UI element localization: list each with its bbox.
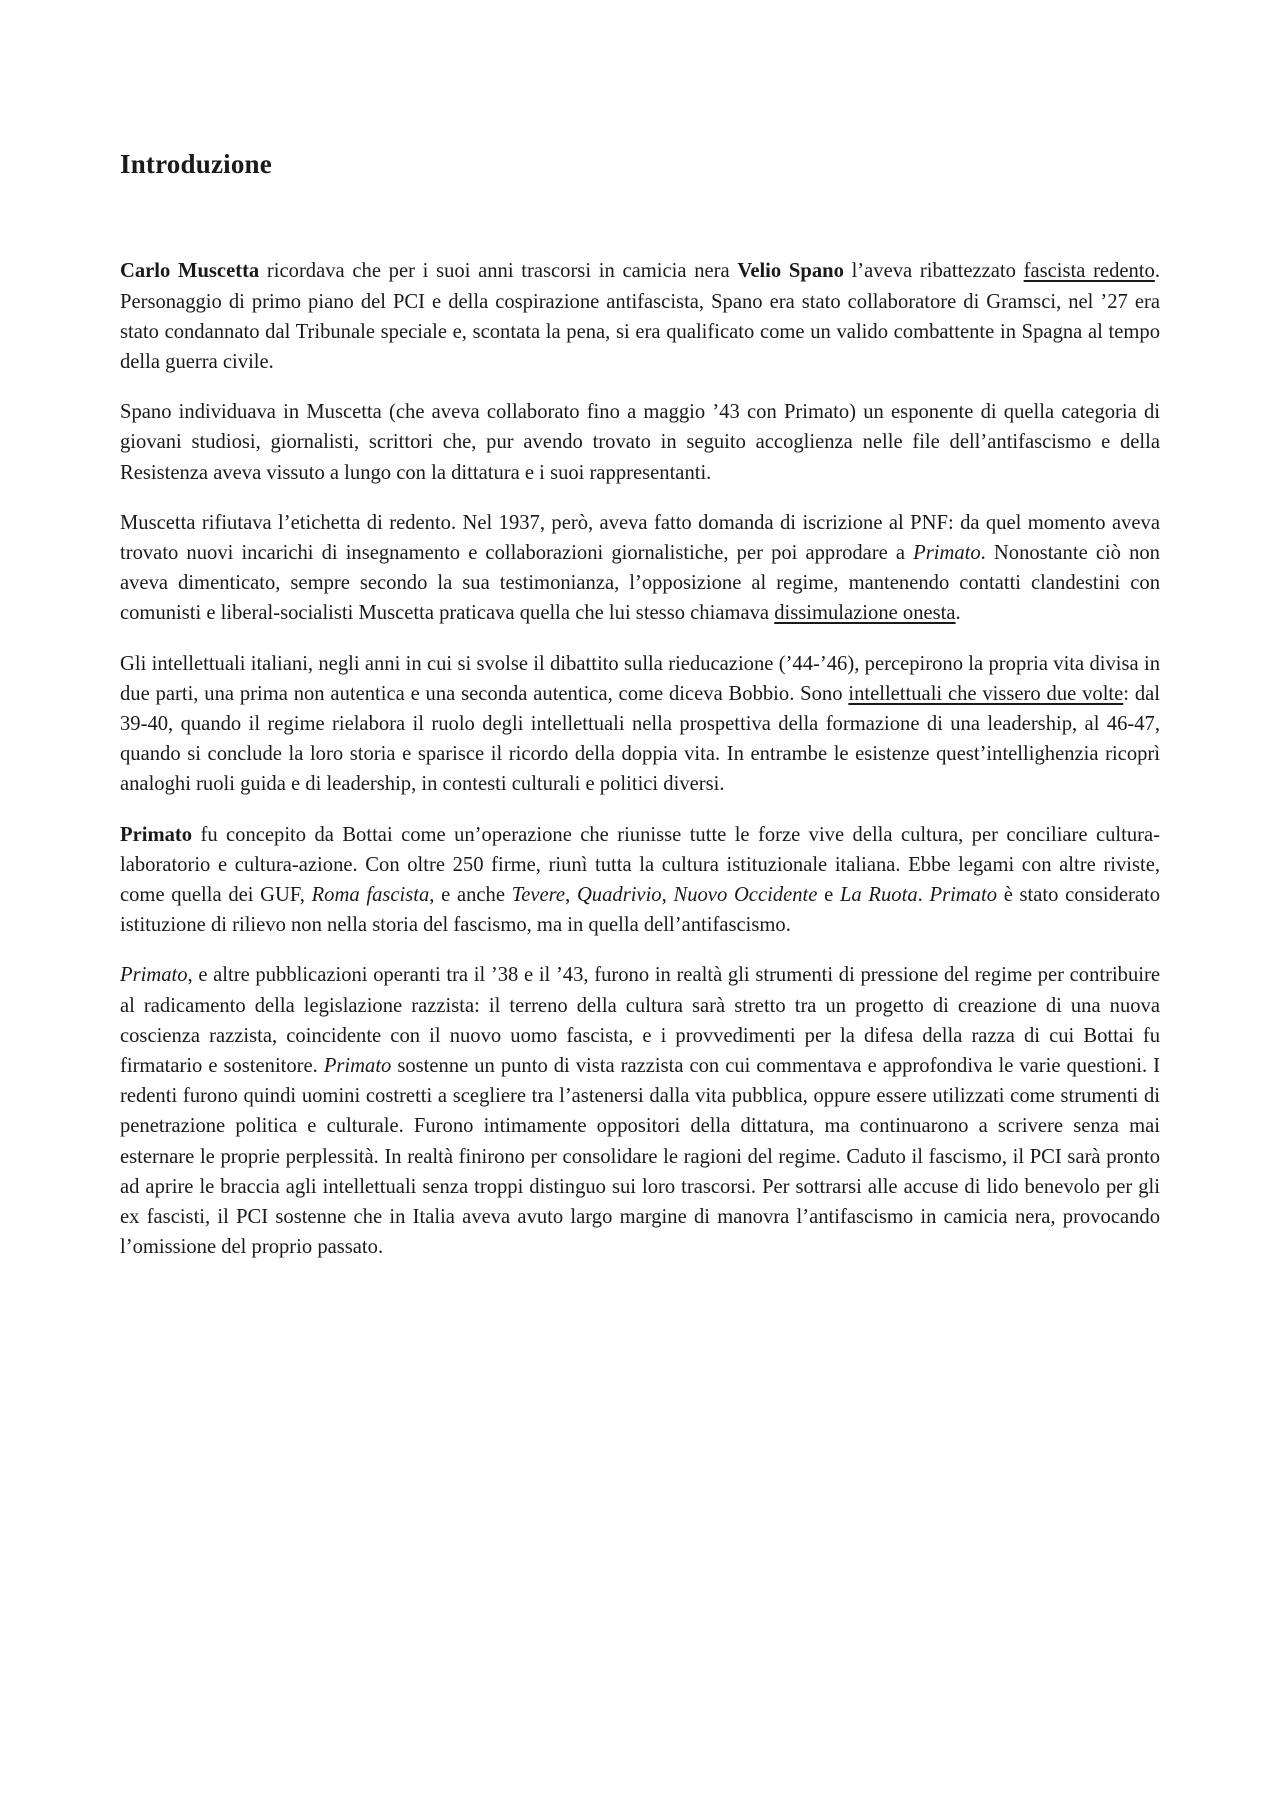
text-run: sostenne un punto di vista razzista con cui commentava e approfondiva le varie questioni. I redenti furono quindi uomini costretti a scegliere tra l’astenersi dalla vita pubblica, oppure essere utilizzati come strumenti di penetrazione politica e culturale. Furono intimamente oppositori della dittatura, ma continuarono a scrivere senza mai esternare le proprie perplessità. In realtà finirono per consolidare le ragioni del regime. Caduto il fascismo, il PCI sarà pronto ad aprire le braccia agli intellettuali senza troppi distinguo sui loro trascorsi. Per sottrarsi alle accuse di lido benevolo per gli ex fascisti, il PCI sostenne che in Italia aveva avuto largo margine di manovra l’antifascismo in camicia nera, provocando l’omissione del proprio passato. [120,1055,1160,1259]
text-run: , [565,884,577,907]
paragraph-primato-bottai [120,820,1160,941]
text-run: . Personaggio di primo piano del PCI e della cospirazione antifascista, Spano era stato collaboratore di Gramsci, nel ’27 era stato condannato dal Tribunale speciale e, scontata la pena, si era qualificato come un valido combattente in Spagna al tempo della guerra civile. [120,260,1160,373]
bold-text: Primato [120,823,193,846]
page-title: Introduzione [120,149,272,179]
italic-text: Tevere [511,884,566,907]
paragraph-intellettuali-italiani [120,649,1160,800]
underlined-text: dissimulazione onesta [774,602,956,625]
italic-text: La Ruota [839,884,918,907]
text-run: Spano individuava in Muscetta (che aveva collaborato fino a maggio ’43 con Primato) un esponente di quella categoria di giovani studiosi, giornalisti, scrittori che, pur avendo trovato in seguito accoglienza nelle file dell’antifascismo e della Resistenza aveva vissuto a lungo con la dittatura e i suoi rappresentanti. [120,401,1160,484]
text-run: , [661,884,674,907]
text-run: : dal 39-40, quando il regime rielabora il ruolo degli intellettuali nella prospettiva della formazione di una leadership, al 46-47, quando si conclude la loro storia e sparisce il ricordo della doppia vita. In entrambe le esistenze quest’intellighenzia ricoprì analoghi ruoli guida e di leadership, in contesti culturali e politici diversi. [120,682,1160,796]
paragraph-muscetta-rifiutava [120,508,1160,629]
italic-text: Quadrivio [576,884,662,907]
italic-text: Primato [120,964,188,987]
document-page [120,148,1160,1282]
italic-text: Primato [929,884,997,907]
bold-text: Velio Spano [737,260,844,283]
paragraph-spano-individuava [120,397,1160,488]
italic-text: Roma fascista [311,884,430,907]
text-run: . [917,884,930,907]
bold-text: Carlo Muscetta [120,260,260,283]
text-run: . [955,602,961,625]
italic-text: Primato [323,1055,392,1078]
text-run: . Nonostante ciò non aveva dimenticato, sempre secondo la sua testimonianza, l’opposizione al regime, mantenendo contatti clandestini con comunisti e liberal-socialisti Muscetta praticava quella che lui stesso chiamava [120,542,1160,625]
underlined-text: fascista redento [1023,260,1155,283]
text-run: l’aveva ribattezzato [843,260,1024,283]
italic-text: Primato [913,542,981,565]
text-run: Gli intellettuali italiani, negli anni in cui si svolse il dibattito sulla rieducazione (’44-’46), percepirono la propria vita divisa in due parti, una prima non autentica e una seconda autentica, come diceva Bobbio. Sono [120,652,1160,705]
text-run: è stato considerato istituzione di rilievo non nella storia del fascismo, ma in quella dell’antifascismo. [120,884,1161,937]
underlined-text: intellettuali che vissero due volte [848,682,1124,705]
italic-text: Nuovo Occidente [673,884,818,907]
text-run: , e anche [429,884,512,907]
document-body [120,256,1160,1262]
paragraph-primato-pubblicazioni [120,960,1160,1262]
paragraph-muscetta-spano [120,256,1160,377]
text-run: e [817,884,840,907]
text-run: , e altre pubblicazioni operanti tra il ’38 e il ’43, furono in realtà gli strumenti di pressione del regime per contribuire al radicamento della legislazione razzista: il terreno della cultura sarà stretto tra un progetto di creazione di una nuova coscienza razzista, coincidente con il nuovo uomo fascista, e i provvedimenti per la difesa della razza di cui Bottai fu firmatario e sostenitore. [120,964,1160,1078]
text-run: Muscetta rifiutava l’etichetta di redento. Nel 1937, però, aveva fatto domanda di iscrizione al PNF: da quel momento aveva trovato nuovi incarichi di insegnamento e collaborazioni giornalistiche, per poi approdare a [120,511,1160,565]
text-run: fu concepito da Bottai come un’operazione che riunisse tutte le forze vive della cultura, per conciliare cultura-laboratorio e cultura-azione. Con oltre 250 firme, riunì tutta la cultura istituzionale italiana. Ebbe legami con altre riviste, come quella dei GUF, [120,823,1160,907]
text-run: ricordava che per i suoi anni trascorsi in camicia nera [259,260,738,283]
